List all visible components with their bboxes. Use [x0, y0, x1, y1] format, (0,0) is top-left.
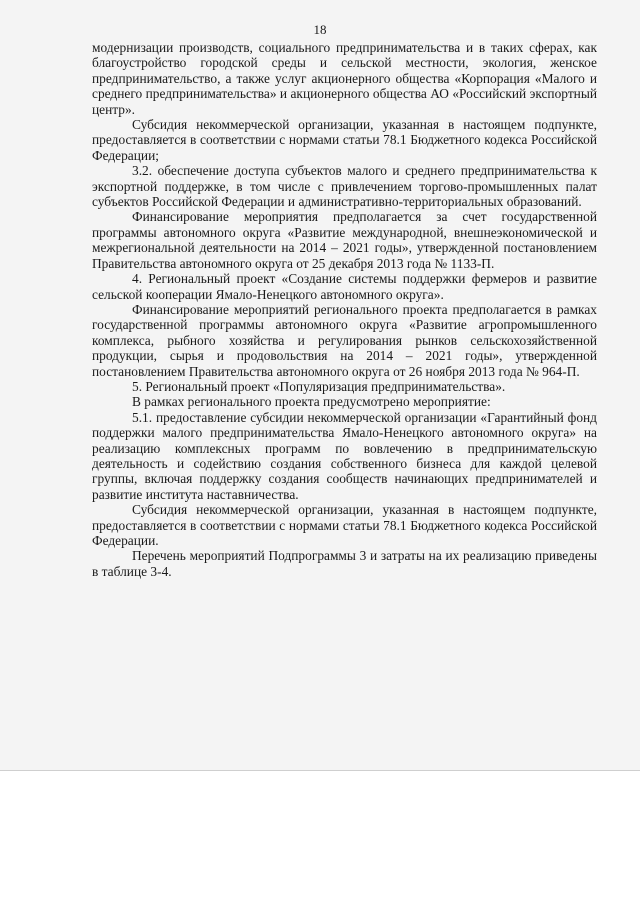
- paragraph-project-4: 4. Региональный проект «Создание системы поддержки фермеров и развитие сельской кооперации Ямало-Ненецкого автономного округа».: [92, 271, 597, 302]
- document-body: [92, 40, 597, 579]
- paragraph-financing-4: Финансирование мероприятий регионального проекта предполагается в рамках государственной программы автономного округа «Развитие агропромышленного комплекса, рыбного хозяйства и регулирования рынков сельскохозяйственной продукции, сырья и продовольствия на 2014 – 2021 годы», утвержденной постановлением Правительства автономного округа от 26 ноября 2013 года № 964-П.: [92, 301, 597, 379]
- paragraph-continuation: модернизации производств, социального предпринимательства и в таких сферах, как благоустройство городской среды и сельской местности, экология, женское предпринимательство, а также услуг акционерного общества «Корпорация «Малого и среднего предпринимательства» и акционерного общества АО «Российский экспортный центр».: [92, 40, 597, 117]
- paragraph-project-5: 5. Региональный проект «Популяризация предпринимательства».: [132, 378, 506, 394]
- paragraph-table-reference: Перечень мероприятий Подпрограммы 3 и затраты на их реализацию приведены в таблице 3-4.: [92, 548, 597, 579]
- paragraph-item-3-2: 3.2. обеспечение доступа субъектов малого и среднего предпринимательства к экспортной поддержке, в том числе с привлечением торгово-промышленных палат субъектов Российской Федерации и административно-территориальных образований.: [92, 163, 597, 210]
- paragraph-subsidy-note: Субсидия некоммерческой организации, указанная в настоящем подпункте, предоставляется в соответствии с нормами статьи 78.1 Бюджетного кодекса Российской Федерации;: [92, 117, 597, 163]
- paragraph-item-5-1: 5.1. предоставление субсидии некоммерческой организации «Гарантийный фонд поддержки малого предпринимательства Ямало-Ненецкого автономного округа» на реализацию комплексных программ по вовлечению в предпринимательскую деятельность и содействию создания собственного бизнеса для каждой целевой группы, включая поддержку создания сообществ начинающих предпринимателей и развитие института наставничества.: [92, 409, 597, 502]
- paragraph-subsidy-note-2: Субсидия некоммерческой организации, указанная в настоящем подпункте, предоставляется в соответствии с нормами статьи 78.1 Бюджетного кодекса Российской Федерации.: [92, 502, 597, 548]
- page-number: 18: [313, 22, 327, 37]
- paragraph-project-5-intro: В рамках регионального проекта предусмотрено мероприятие:: [132, 394, 491, 410]
- paragraph-financing-3-2: Финансирование мероприятия предполагается за счет государственной программы автономного округа «Развитие международной, внешнеэкономической и межрегиональной деятельности на 2014 – 2021 годы», утвержденной постановлением Правительства автономного округа от 25 декабря 2013 года № 1133-П.: [92, 209, 597, 271]
